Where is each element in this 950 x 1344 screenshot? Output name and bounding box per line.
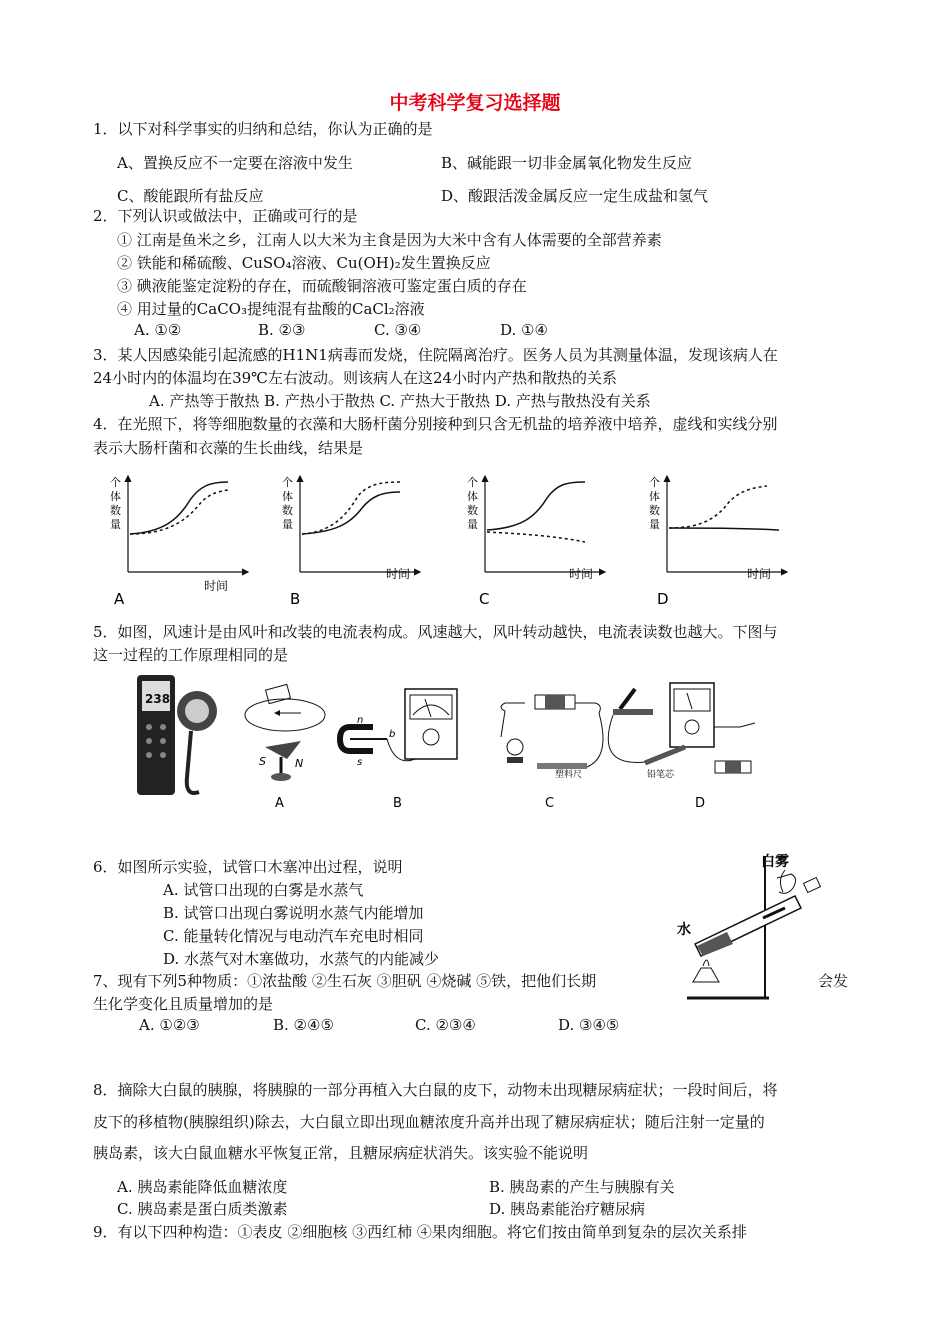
q3-line-1: 3．某人因感染能引起流感的H1N1病毒而发烧，住院隔离治疗。医务人员为其测量体温，发现该病人在 <box>93 346 778 364</box>
figure-d-switch-galvanometer <box>608 683 755 811</box>
q2-stem: 2．下列认识或做法中，正确或可行的是 <box>93 207 358 225</box>
water-label: 水 <box>677 922 691 938</box>
graph-a-letter: A <box>114 590 125 608</box>
q8-option-b: B. 胰岛素的产生与胰腺有关 <box>489 1178 675 1196</box>
anemometer-figure <box>125 667 765 817</box>
graph-b-y-4: 量 <box>282 518 293 531</box>
q7-option-a: A. ①②③ <box>139 1016 200 1034</box>
graph-a-x-label: 时间 <box>204 579 229 593</box>
graph-a-dashed-curve <box>130 490 228 534</box>
q2-option-a: A. ①② <box>134 321 182 339</box>
q4-line-1: 4．在光照下，将等细胞数量的衣藻和大肠杆菌分别接种到只含无机盐的培养液中培养，虚线和实线分别 <box>93 415 778 433</box>
graph-b-y-2: 体 <box>282 490 293 503</box>
q7-line-1b: 会发 <box>818 972 849 990</box>
graph-d-solid-curve <box>669 528 779 530</box>
compass-n: N <box>295 757 304 770</box>
q7-line-1a: 7、现有下列5种物质：①浓盐酸 ②生石灰 ③胆矾 ④烧碱 ⑤铁，把他们长期 <box>93 972 597 990</box>
graph-d-x-label: 时间 <box>747 567 772 581</box>
q6-stem: 6．如图所示实验，试管口木塞冲出过程，说明 <box>93 858 403 876</box>
ruler-label: 塑料尺 <box>555 770 583 780</box>
figure-b-magnet-galvanometer <box>340 689 457 811</box>
pencil-label: 铅笔芯 <box>647 770 675 780</box>
q7-line-2: 生化学变化且质量增加的是 <box>93 995 274 1013</box>
graph-a-y-4: 量 <box>110 518 121 531</box>
graph-c-letter: C <box>479 590 490 608</box>
graph-d-y-3: 数 <box>649 504 660 517</box>
graph-b-letter: B <box>290 590 301 608</box>
q7-option-b: B. ②④⑤ <box>273 1016 334 1034</box>
q9-line-1: 9．有以下四种构造：①表皮 ②细胞核 ③西红柿 ④果肉细胞。将它们按由简单到复杂的层次关系排 <box>93 1223 747 1241</box>
fog-label: 白雾 <box>761 854 789 870</box>
q1-option-d: D、酸跟活泼金属反应一定生成盐和氢气 <box>441 187 709 205</box>
graph-d-y-1: 个 <box>649 476 660 489</box>
graph-d-y-2: 体 <box>649 490 660 503</box>
q1-option-b: B、碱能跟一切非金属氧化物发生反应 <box>441 154 693 172</box>
graph-b-dashed-curve <box>302 482 400 534</box>
q2-option-c: C. ③④ <box>374 321 422 339</box>
q3-options: A. 产热等于散热 B. 产热小于散热 C. 产热大于散热 D. 产热与散热没有关系 <box>149 392 651 410</box>
q8-line-2: 皮下的移植物(胰腺组织)除去，大白鼠立即出现血糖浓度升高并出现了糖尿病症状；随后注射一定量的 <box>93 1113 765 1131</box>
q6-option-d: D. 水蒸气对木塞做功，水蒸气的内能减少 <box>163 950 440 968</box>
q2-statement-2: ② 铁能和稀硫酸、CuSO₄溶液、Cu(OH)₂发生置换反应 <box>117 254 491 272</box>
graph-c-solid-curve <box>487 482 585 530</box>
q8-line-3: 胰岛素，该大白鼠血糖水平恢复正常，且糖尿病症状消失。该实验不能说明 <box>93 1144 589 1162</box>
q8-option-c: C. 胰岛素是蛋白质类激素 <box>117 1200 288 1218</box>
q8-line-1: 8．摘除大白鼠的胰腺，将胰腺的一部分再植入大白鼠的皮下，动物未出现糖尿病症状；一段时间后，将 <box>93 1081 778 1099</box>
figure-a-letter: A <box>275 796 284 811</box>
graph-c-y-3: 数 <box>467 504 478 517</box>
growth-curves-figure <box>100 462 800 612</box>
compass-s: S <box>259 755 266 768</box>
magnet-s: s <box>357 757 363 768</box>
wire-b: b <box>389 729 396 740</box>
q6-option-b: B. 试管口出现白雾说明水蒸气内能增加 <box>163 904 424 922</box>
graph-a-y-3: 数 <box>110 504 121 517</box>
graph-d-dashed-curve <box>669 486 767 528</box>
q8-option-d: D. 胰岛素能治疗糖尿病 <box>489 1200 646 1218</box>
q1-stem: 1．以下对科学事实的归纳和总结，你认为正确的是 <box>93 120 433 138</box>
graph-c-dashed-curve <box>487 532 585 542</box>
figure-a-compass <box>245 684 325 811</box>
figure-c-circuit <box>501 695 603 811</box>
q1-option-a: A、置换反应不一定要在溶液中发生 <box>117 154 353 172</box>
graph-c-y-1: 个 <box>467 476 478 489</box>
graph-b-solid-curve <box>302 492 400 534</box>
q4-line-2: 表示大肠杆菌和衣藻的生长曲线，结果是 <box>93 439 364 457</box>
graph-d-y-4: 量 <box>649 518 660 531</box>
graph-c-y-4: 量 <box>467 518 478 531</box>
page-title: 中考科学复习选择题 <box>389 92 561 114</box>
graph-a <box>110 476 248 608</box>
q7-option-c: C. ②③④ <box>415 1016 476 1034</box>
graph-c-x-label: 时间 <box>569 567 594 581</box>
q2-statement-4: ④ 用过量的CaCO₃提纯混有盐酸的CaCl₂溶液 <box>117 300 425 318</box>
graph-d <box>649 476 787 608</box>
q3-line-2: 24小时内的体温均在39℃左右波动。则该病人在这24小时内产热和散热的关系 <box>93 369 618 387</box>
graph-c <box>467 476 605 608</box>
graph-a-y-2: 体 <box>110 490 121 503</box>
figure-b-letter: B <box>393 796 402 811</box>
q2-option-d: D. ①④ <box>500 321 548 339</box>
q6-option-a: A. 试管口出现的白雾是水蒸气 <box>163 881 364 899</box>
q6-option-c: C. 能量转化情况与电动汽车充电时相同 <box>163 927 424 945</box>
graph-b <box>282 476 420 608</box>
q5-line-1: 5．如图，风速计是由风叶和改装的电流表构成。风速越大，风叶转动越快，电流表读数也越大。下图与 <box>93 623 778 641</box>
graph-b-x-label: 时间 <box>386 567 411 581</box>
graph-d-letter: D <box>657 590 669 608</box>
graph-a-y-1: 个 <box>110 476 121 489</box>
q5-line-2: 这一过程的工作原理相同的是 <box>93 646 289 664</box>
graph-a-solid-curve <box>130 482 228 534</box>
q2-statement-1: ① 江南是鱼米之乡，江南人以大米为主食是因为大米中含有人体需要的全部营养素 <box>117 231 662 249</box>
figure-d-letter: D <box>695 796 706 811</box>
graph-b-y-3: 数 <box>282 504 293 517</box>
q1-option-c: C、酸能跟所有盐反应 <box>117 187 264 205</box>
anemometer-reading: 238 <box>145 692 171 706</box>
graph-b-y-1: 个 <box>282 476 293 489</box>
q7-option-d: D. ③④⑤ <box>558 1016 620 1034</box>
magnet-n: n <box>357 715 364 726</box>
anemometer-device <box>137 675 217 795</box>
q2-statement-3: ③ 碘液能鉴定淀粉的存在，而硫酸铜溶液可鉴定蛋白质的存在 <box>117 277 527 295</box>
figure-c-letter: C <box>545 796 555 811</box>
q8-option-a: A. 胰岛素能降低血糖浓度 <box>117 1178 288 1196</box>
q2-option-b: B. ②③ <box>258 321 306 339</box>
graph-c-y-2: 体 <box>467 490 478 503</box>
